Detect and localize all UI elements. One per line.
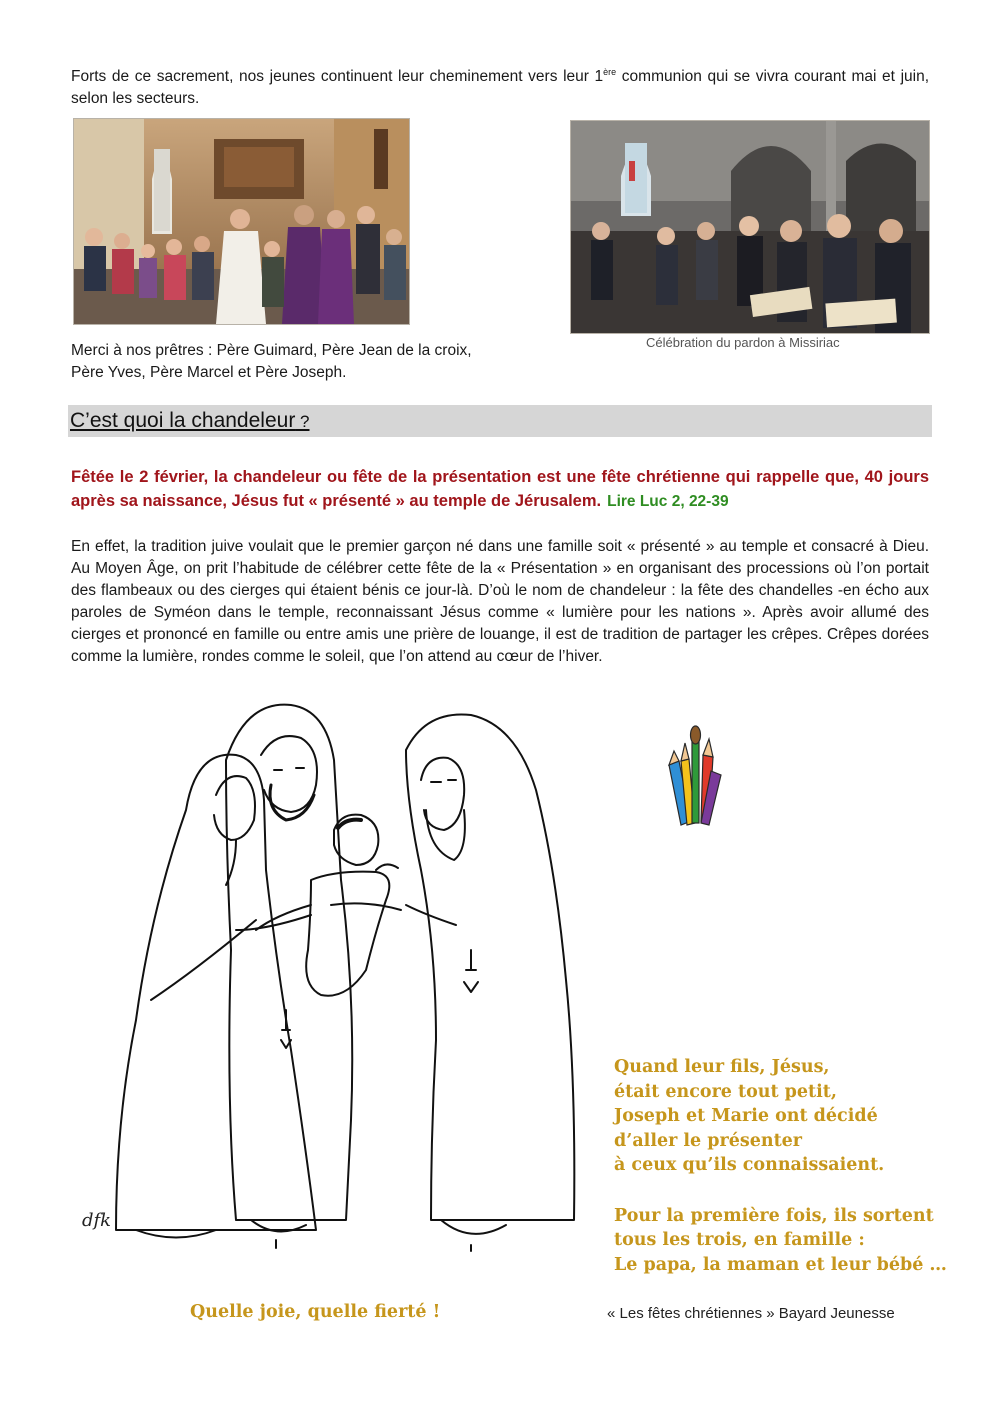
intro-text-before: Forts de ce sacrement, nos jeunes continuent leur cheminement vers leur 1 <box>71 68 604 85</box>
poem-line: était encore tout petit, <box>614 1081 837 1102</box>
section-title <box>70 409 310 433</box>
intro-superscript: ère <box>603 66 617 77</box>
thanks-line-1: Merci à nos prêtres : Père Guimard, Père Jean de la croix, <box>71 342 472 359</box>
poem-line: Joseph et Marie ont décidé <box>614 1106 878 1126</box>
photo-church-group <box>73 118 410 325</box>
photo-church-group-image <box>74 119 409 324</box>
lead-text: Fêtée le 2 février, la chandeleur ou fête de la présentation est une fête chrétienne qui rappelle que, 40 jours après sa naissance, Jésus fut « présenté » au temple de Jérusalem. <box>71 468 929 510</box>
illustration-signature: dfk <box>82 1210 112 1231</box>
photo-caption-right: Célébration du pardon à Missiriac <box>646 335 840 350</box>
poem-line: tous les trois, en famille : <box>614 1230 865 1250</box>
photo-pardon-image <box>571 121 929 333</box>
thanks-line-2: Père Yves, Père Marcel et Père Joseph. <box>71 364 347 381</box>
intro-paragraph <box>71 66 929 110</box>
thanks-text <box>71 340 541 384</box>
poem-stanza-2 <box>614 1204 954 1278</box>
photo-pardon-celebration <box>570 120 930 334</box>
credit-line: « Les fêtes chrétiennes » Bayard Jeunesse <box>607 1305 895 1322</box>
pencils-brush-icon <box>665 725 725 830</box>
poem <box>614 1055 954 1277</box>
lead-reference: Lire Luc 2, 22-39 <box>607 493 729 510</box>
body-paragraph: En effet, la tradition juive voulait que le premier garçon né dans une famille soit « présenté » au temple et consacré à Dieu. Au Moyen Âge, on prit l’habitude de célébrer cette fête de la « Présentation » en organisant des processions où l’on portait des flambeaux ou des cierges qui étaient bénis ce jour-là. D’où le nom de chandeleur : la fête des chandelles -en écho aux paroles de Syméon dans le temple, reconnaissant Jésus comme « lumière pour les nations ». Après avoir allumé des cierges et prononcé en famille ou entre amis une prière de louange, il est de tradition de partager les crêpes. Crêpes dorées comme la lumière, rondes comme le soleil, que l’on attend au cœur de l’hiver. <box>71 538 929 665</box>
poem-line: Quand leur fils, Jésus, <box>614 1057 830 1077</box>
lead-paragraph <box>71 465 929 514</box>
poem-line: Le papa, la maman et leur bébé … <box>614 1254 947 1275</box>
poem-stanza-1 <box>614 1055 954 1178</box>
section-header-bar <box>68 405 932 437</box>
poem-line: à ceux qu’ils connaissaient. <box>614 1155 885 1175</box>
illustration-presentation <box>76 700 596 1260</box>
illustration-line-art <box>76 700 596 1260</box>
pencils-brush-graphic <box>665 725 725 830</box>
joy-line: Quelle joie, quelle fierté ! <box>190 1302 441 1322</box>
poem-line: d’aller le présenter <box>614 1130 803 1151</box>
section-title-qmark: ? <box>295 412 310 431</box>
section-title-text: C’est quoi la chandeleur <box>70 409 296 432</box>
poem-line: Pour la première fois, ils sortent <box>614 1205 934 1226</box>
intro-text-after: communion qui se vivra courant mai et juin, selon les secteurs. <box>71 68 929 107</box>
